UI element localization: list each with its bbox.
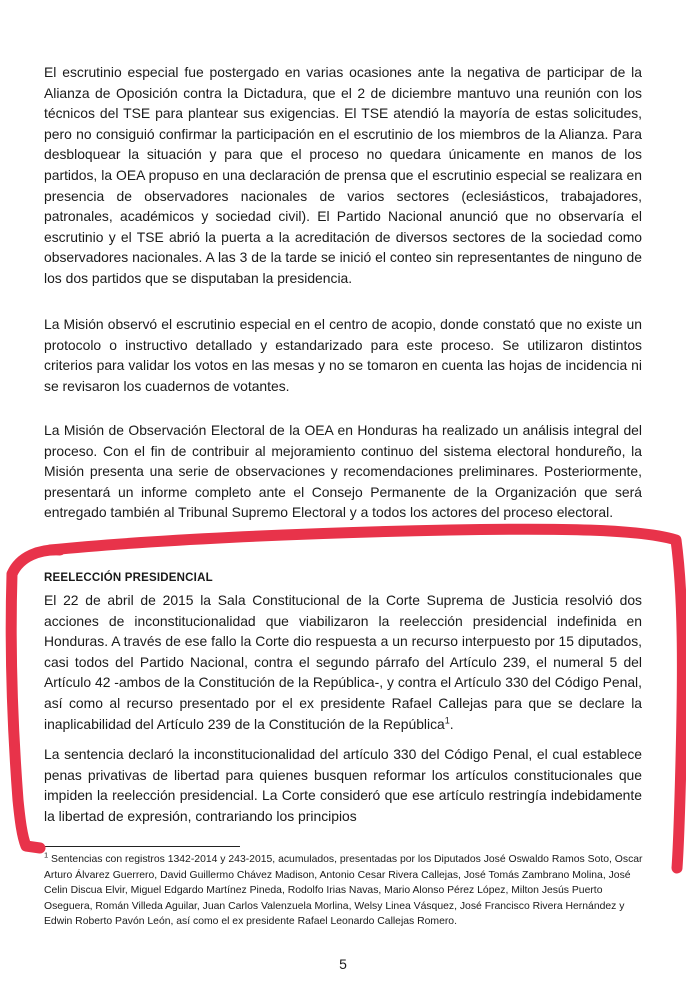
footnote xyxy=(44,852,644,930)
footnote-divider xyxy=(44,846,240,847)
paragraph-sentencia: La sentencia declaró la inconstitucionalidad del artículo 330 del Código Penal, el cual establece penas privativas de libertad para quienes busquen reformar los artículos constitucionales que impiden la reelección presidencial. La Corte consideró que ese artículo restringía indebidamente la libertad de expresión, contrariando los principios xyxy=(44,746,642,824)
paragraph-reeleccion-end: . xyxy=(449,715,454,732)
section-title: REELECCIÓN PRESIDENCIAL xyxy=(44,572,213,584)
page-number: 5 xyxy=(339,956,347,972)
paragraph-escrutinio-especial: El escrutinio especial fue postergado en varias ocasiones ante la negativa de participar de la Alianza de Oposición contra la Dictadura, que el 2 de diciembre mantuvo una reunión con los técnicos del TSE para plantear sus exigencias. El TSE atendió la mayoría de estas solicitudes, pero no consiguió confirmar la participación en el escrutinio de los miembros de la Alianza. Para desbloquear la situación y para que el proceso no quedara únicamente en manos de los partidos, la OEA propuso en una declaración de prensa que el escrutinio especial se realizara en presencia de observadores nacionales de varios sectores (eclesiásticos, trabajadores, patronales, académicos y sociedad civil). El Partido Nacional anunció que no observaría el escrutinio y el TSE abrió la puerta a la acreditación de diversos sectores de la sociedad como observadores nacionales. A las 3 de la tarde se inició el conteo sin representantes de ninguno de los dos partidos que se disputaban la presidencia. xyxy=(44,64,642,286)
paragraph-mision-analisis: La Misión de Observación Electoral de la OEA en Honduras ha realizado un análisis integral del proceso. Con el fin de contribuir al mejoramiento continuo del sistema electoral hondureño, la Misión presenta una serie de observaciones y recomendaciones preliminares. Posteriormente, presentará un informe completo ante el Consejo Permanente de la Organización que será entregado también al Tribunal Supremo Electoral y a todos los actores del proceso electoral. xyxy=(44,422,642,521)
paragraph-reeleccion-text: El 22 de abril de 2015 la Sala Constitucional de la Corte Suprema de Justicia resolvió dos acciones de inconstitucionalidad que viabilizaron la reelección presidencial indefinida en Honduras. A través de ese fallo la Corte dio respuesta a un recurso interpuesto por 15 diputados, casi todos del Partido Nacional, contra el segundo párrafo del Artículo 239, el numeral 5 del Artículo 42 -ambos de la Constitución de la República-, y contra el Artículo 330 del Código Penal, así como al recurso presentado por el ex presidente Rafael Callejas para que se declare la inaplicabilidad del Artículo 239 de la Constitución de la República xyxy=(44,592,642,732)
paragraph-mision-observo: La Misión observó el escrutinio especial en el centro de acopio, donde constató que no existe un protocolo o instructivo detallado y estandarizado para este proceso. Se utilizaron distintos criterios para validar los votos en las mesas y no se tomaron en cuenta las hojas de incidencia ni se revisaron los cuadernos de votantes. xyxy=(44,316,642,394)
footnote-number: 1 xyxy=(44,850,49,860)
footnote-reference[interactable]: 1 xyxy=(444,714,450,725)
footnote-text: Sentencias con registros 1342-2014 y 243-2015, acumulados, presentadas por los Diputados José Oswaldo Ramos Soto, Oscar Arturo Álvarez Guerrero, David Guillermo Chávez Madison, Antonio Cesar Rivera Callejas, José Tomás Zambrano Molina, José Celin Discua Elvir, Miguel Edgardo Martínez Pineda, Rodolfo Irias Navas, Mario Alonso Pérez López, Milton Jesús Puerto Oseguera, Román Villeda Aguilar, Juan Carlos Valenzuela Morlina, Welsy Linea Vásquez, José Francisco Rivera Hernández y Edwin Roberto Pavón León, así como el ex presidente Rafael Leonardo Callejas Romero. xyxy=(44,854,643,928)
paragraph-reeleccion xyxy=(44,590,642,734)
